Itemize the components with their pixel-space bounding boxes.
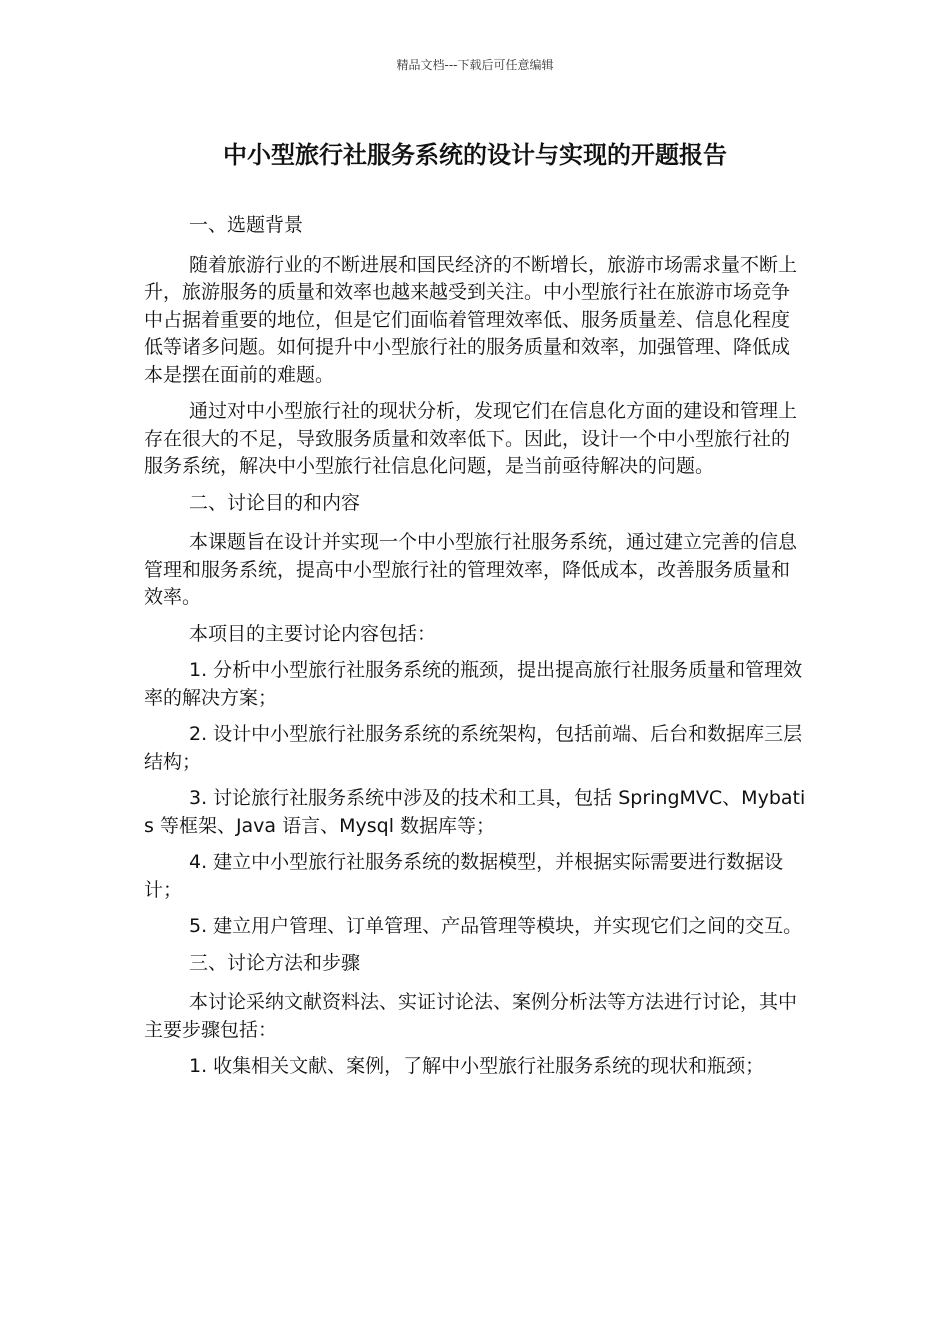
- page-header-note: 精品文档---下载后可任意编辑: [396, 58, 554, 72]
- list-item-content-1: 1. 分析中小型旅行社服务系统的瓶颈，提出提高旅行社服务质量和管理效率的解决方案；: [144, 659, 803, 709]
- paragraph-content-intro: 本项目的主要讨论内容包括：: [189, 622, 437, 645]
- section-heading-methods: 三、讨论方法和步骤: [189, 951, 361, 974]
- list-item-content-2: 2. 设计中小型旅行社服务系统的系统架构，包括前端、后台和数据库三层结构；: [144, 723, 803, 773]
- paragraph-purpose: 本课题旨在设计并实现一个中小型旅行社服务系统，通过建立完善的信息管理和服务系统，提高中小型旅行社的管理效率，降低成本，改善服务质量和效率。: [144, 531, 798, 608]
- section-heading-purpose: 二、讨论目的和内容: [189, 491, 361, 514]
- document-title: 中小型旅行社服务系统的设计与实现的开题报告: [223, 141, 727, 169]
- list-item-steps-1: 1. 收集相关文献、案例，了解中小型旅行社服务系统的现状和瓶颈；: [189, 1055, 765, 1077]
- list-item-content-5: 5. 建立用户管理、订单管理、产品管理等模块，并实现它们之间的交互。: [189, 915, 803, 937]
- section-heading-background: 一、选题背景: [189, 214, 304, 236]
- list-item-content-3: 3. 讨论旅行社服务系统中涉及的技术和工具，包括 SpringMVC、Mybatis 等框架、Java 语言、Mysql 数据库等；: [144, 787, 806, 837]
- paragraph-background-2: 通过对中小型旅行社的现状分析，发现它们在信息化方面的建设和管理上存在很大的不足，导致服务质量和效率低下。因此，设计一个中小型旅行社的服务系统，解决中小型旅行社信息化问题，是当前亟待解决的问题。: [144, 400, 798, 477]
- paragraph-background-1: 随着旅游行业的不断进展和国民经济的不断增长，旅游市场需求量不断上升，旅游服务的质量和效率也越来越受到关注。中小型旅行社在旅游市场竞争中占据着重要的地位，但是它们面临着管理效率低、服务质量差、信息化程度低等诸多问题。如何提升中小型旅行社的服务质量和效率，加强管理、降低成本是摆在面前的难题。: [144, 253, 798, 386]
- paragraph-methods: 本讨论采纳文献资料法、实证讨论法、案例分析法等方法进行讨论，其中主要步骤包括：: [144, 991, 798, 1041]
- document-body: [144, 212, 808, 1090]
- list-item-content-4: 4. 建立中小型旅行社服务系统的数据模型，并根据实际需要进行数据设计；: [144, 851, 784, 901]
